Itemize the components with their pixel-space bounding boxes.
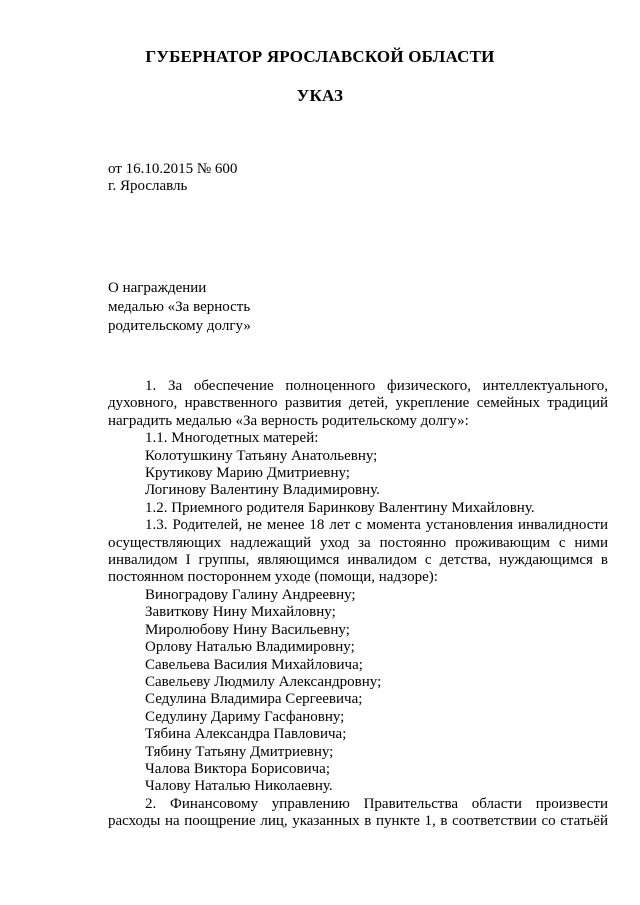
list-item: Чалову Наталью Николаевну. bbox=[145, 778, 333, 795]
list-item: Логинову Валентину Владимировну. bbox=[145, 482, 380, 499]
paragraph-1: 1. За обеспечение полноценного физического, интеллектуального, духовного, нравственного развития детей, укрепление семейных традиций наградить медалью «За верность родительскому долгу»: bbox=[108, 378, 608, 429]
subject-line: родительскому долгу» bbox=[108, 318, 251, 334]
list-item: Тябину Татьяну Дмитриевну; bbox=[145, 743, 334, 760]
list-item: Орлову Наталью Владимировну; bbox=[145, 639, 355, 656]
subject-line: О награждении bbox=[108, 280, 207, 296]
paragraph-2: 2. Финансовому управлению Правительства области произвести расходы на поощрение лиц, указанных в пункте 1, в соответствии со статьёй bbox=[108, 795, 608, 830]
list-item: Савельева Василия Михайловича; bbox=[145, 656, 363, 673]
list-item: Тябина Александра Павловича; bbox=[145, 726, 347, 743]
document-type-heading: УКАЗ bbox=[296, 86, 344, 105]
list-item: Крутикову Марию Дмитриевну; bbox=[145, 465, 350, 482]
subject-block bbox=[108, 279, 251, 336]
list-item: Седулина Владимира Сергеевича; bbox=[145, 691, 363, 708]
list-item: Завиткову Нину Михайловну; bbox=[145, 604, 336, 621]
city: г. Ярославль bbox=[108, 178, 188, 194]
list-item: Колотушкину Татьяну Анатольевну; bbox=[145, 447, 378, 464]
paragraph-1-2: 1.2. Приемного родителя Баринкову Валентину Михайловну. bbox=[145, 499, 535, 516]
paragraph-1-1: 1.1. Многодетных матерей: bbox=[145, 430, 319, 447]
subject-line: медалью «За верность bbox=[108, 299, 251, 315]
list-item: Миролюбову Нину Васильевну; bbox=[145, 621, 350, 638]
list-item: Савельеву Людмилу Александровну; bbox=[145, 673, 382, 690]
list-item: Чалова Виктора Борисовича; bbox=[145, 760, 330, 777]
decree-body bbox=[108, 378, 608, 831]
list-item: Виноградову Галину Андреевну; bbox=[145, 586, 356, 603]
authority-heading: ГУБЕРНАТОР ЯРОСЛАВСКОЙ ОБЛАСТИ bbox=[145, 47, 495, 66]
list-item: Седулину Дариму Гасфановну; bbox=[145, 708, 345, 725]
date-number: от 16.10.2015 № 600 bbox=[108, 161, 238, 177]
paragraph-1-3: 1.3. Родителей, не менее 18 лет с момента установления инвалидности осуществляющих надлежащий уход за постоянно проживающим с ними инвалидом I группы, являющимся инвалидом с детства, нуждающимся в постоянном постороннем уходе (помощи, надзоре): bbox=[108, 517, 608, 586]
